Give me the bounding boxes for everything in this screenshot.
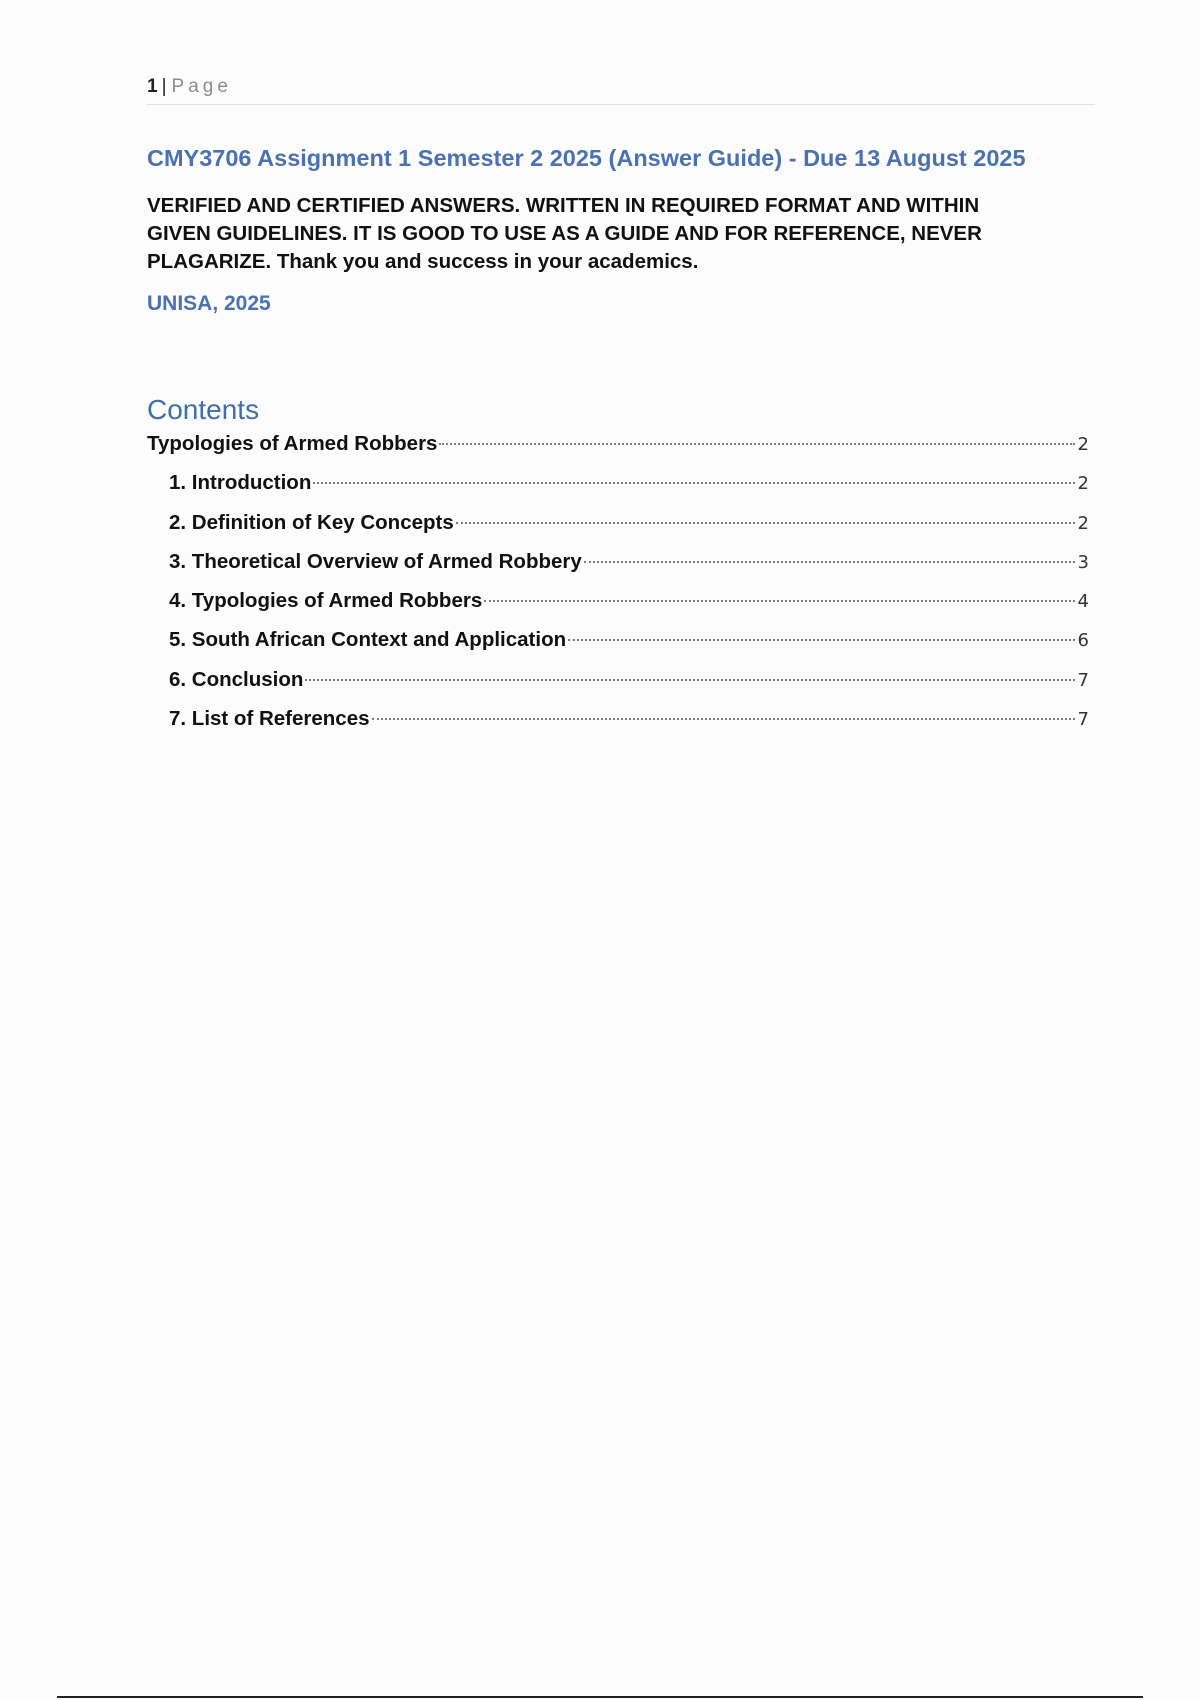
table-of-contents: [147, 432, 1089, 746]
toc-page-number[interactable]: 7: [1077, 709, 1089, 731]
toc-entry[interactable]: [147, 511, 1089, 550]
toc-page-number[interactable]: 3: [1077, 551, 1089, 573]
toc-entry-title[interactable]: 7. List of References: [169, 707, 370, 731]
toc-entry-title[interactable]: 2. Definition of Key Concepts: [169, 510, 454, 534]
toc-leader-dots: [305, 679, 1074, 681]
toc-entry[interactable]: [147, 550, 1089, 589]
toc-entry-title[interactable]: Typologies of Armed Robbers: [147, 432, 438, 455]
toc-entry[interactable]: [147, 707, 1089, 746]
organization-label: UNISA, 2025: [147, 292, 271, 315]
toc-leader-dots: [456, 522, 1075, 524]
toc-leader-dots: [439, 443, 1074, 445]
toc-entry-title[interactable]: 3. Theoretical Overview of Armed Robbery: [169, 549, 582, 573]
toc-page-number[interactable]: 4: [1077, 591, 1089, 613]
page-label: Page: [171, 76, 232, 97]
toc-entry-title[interactable]: 6. Conclusion: [169, 667, 304, 691]
toc-entry[interactable]: [147, 471, 1089, 510]
intro-line: VERIFIED AND CERTIFIED ANSWERS. WRITTEN IN REQUIRED FORMAT AND WITHIN: [147, 194, 980, 217]
contents-heading: Contents: [147, 394, 260, 425]
intro-paragraph: [147, 192, 1087, 276]
toc-entry-title[interactable]: 5. South African Context and Application: [169, 628, 567, 652]
toc-page-number[interactable]: 6: [1077, 630, 1089, 652]
toc-leader-dots: [313, 482, 1074, 484]
toc-page-number[interactable]: 2: [1077, 434, 1089, 455]
toc-leader-dots: [568, 639, 1074, 641]
toc-entry-title[interactable]: 4. Typologies of Armed Robbers: [169, 589, 483, 613]
toc-page-number[interactable]: 2: [1077, 512, 1089, 534]
toc-leader-dots: [372, 718, 1075, 720]
toc-page-number[interactable]: 7: [1077, 669, 1089, 691]
page-bottom-rule: [57, 1696, 1143, 1698]
toc-entry[interactable]: [147, 628, 1089, 667]
toc-entry[interactable]: [147, 589, 1089, 628]
intro-line: PLAGARIZE. Thank you and success in your academics.: [147, 250, 699, 273]
toc-entry[interactable]: [147, 668, 1089, 707]
document-title: CMY3706 Assignment 1 Semester 2 2025 (Answer Guide) - Due 13 August 2025: [147, 145, 1026, 171]
toc-leader-dots: [584, 561, 1075, 563]
toc-page-number[interactable]: 2: [1077, 473, 1089, 495]
toc-entry[interactable]: [147, 432, 1089, 471]
toc-leader-dots: [484, 600, 1074, 602]
toc-entry-title[interactable]: 1. Introduction: [169, 471, 312, 495]
page-separator: |: [161, 76, 167, 97]
page-number: 1: [147, 76, 158, 97]
page-header: [147, 76, 1095, 105]
intro-line: GIVEN GUIDELINES. IT IS GOOD TO USE AS A GUIDE AND FOR REFERENCE, NEVER: [147, 222, 982, 245]
